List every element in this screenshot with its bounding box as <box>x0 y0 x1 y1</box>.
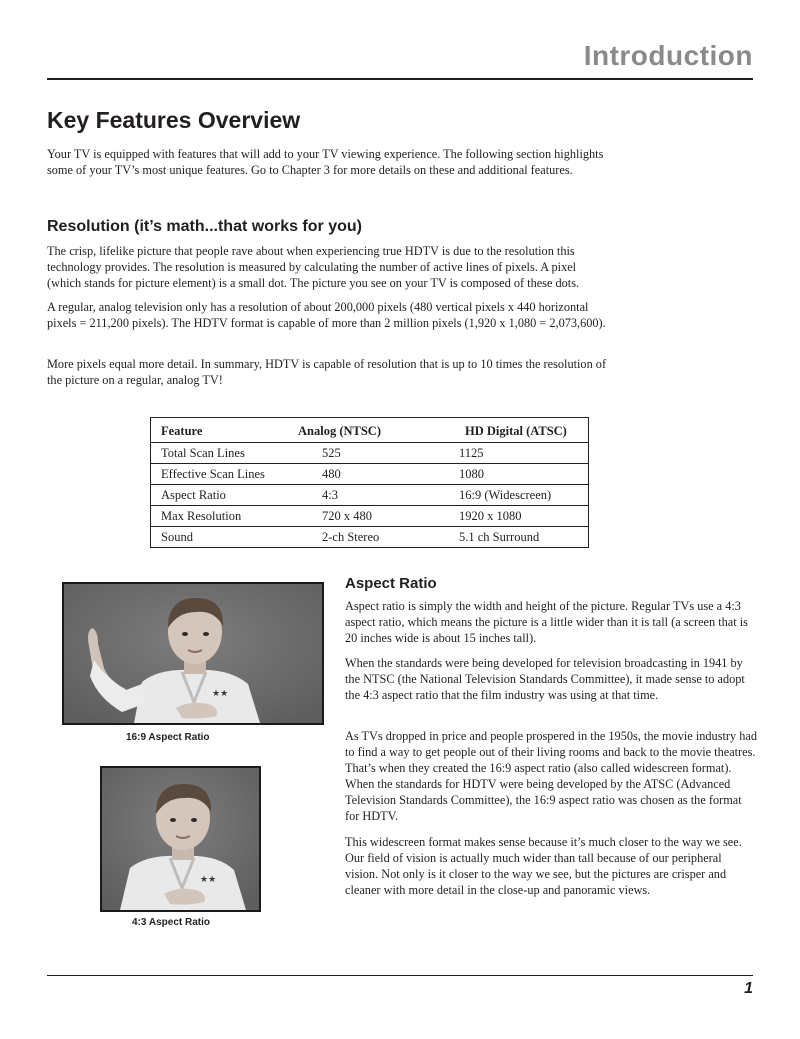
table-cell: Aspect Ratio <box>151 485 289 506</box>
table-row <box>151 485 589 506</box>
table-cell: 4:3 <box>288 485 443 506</box>
resolution-paragraph-3: More pixels equal more detail. In summary, HDTV is capable of resolution that is up to 10 times the resolution of the picture on a regular, analog TV! <box>47 357 607 387</box>
table-cell: 1920 x 1080 <box>443 506 589 527</box>
widescreen-photo <box>62 582 324 725</box>
footer-divider <box>47 975 753 976</box>
table-cell: Max Resolution <box>151 506 289 527</box>
resolution-paragraph-2: A regular, analog television only has a resolution of about 200,000 pixels (480 vertical pixels x 440 horizontal pixels = 211,200 pixels). The HDTV format is capable of more than 2 million pixels (1,920 x 1,080 = 2,073,600). <box>47 300 606 330</box>
aspect-ratio-paragraph-1: Aspect ratio is simply the width and height of the picture. Regular TVs use a 4:3 aspect ratio, which means the picture is a little wider than it is tall (a screen that is 20 inches wide is about 15 inches tall). <box>345 599 748 645</box>
page-title: Key Features Overview <box>47 107 301 133</box>
resolution-paragraph-1: The crisp, lifelike picture that people rave about when experiencing true HDTV is due to the resolution this technology provides. The resolution is measured by calculating the number of active lines of pixels. A pixel (which stands for picture element) is a small dot. The picture you see on your TV is composed of these dots. <box>47 244 580 290</box>
column-header-hd-digital: HD Digital (ATSC) <box>443 418 589 443</box>
table-row <box>151 506 589 527</box>
header-divider <box>47 78 753 80</box>
table-cell: 480 <box>288 464 443 485</box>
resolution-heading: Resolution (it’s math...that works for you) <box>47 218 362 235</box>
table-cell: 525 <box>288 443 443 464</box>
table-cell: Total Scan Lines <box>151 443 289 464</box>
table-row <box>151 464 589 485</box>
page-number: 1 <box>744 980 753 997</box>
intro-paragraph: Your TV is equipped with features that will add to your TV viewing experience. The following section highlights some of your TV’s most unique features. Go to Chapter 3 for more details on these and additional features. <box>47 147 604 177</box>
aspect-ratio-paragraph-2: When the standards were being developed for television broadcasting in 1941 by the NTSC (the National Television Standards Committee), it made sense to adopt the 4:3 aspect ratio that the film industry was using at that time. <box>345 656 745 702</box>
aspect-ratio-heading: Aspect Ratio <box>345 575 437 592</box>
table-row <box>151 527 589 548</box>
child-karate-illustration <box>64 584 322 723</box>
svg-text:★★: ★★ <box>200 875 217 885</box>
table-cell: 2-ch Stereo <box>322 529 380 544</box>
table-row <box>151 443 589 464</box>
table-cell: 720 x 480 <box>288 506 443 527</box>
column-header-feature: Feature <box>151 418 289 443</box>
child-karate-illustration-cropped <box>102 768 259 910</box>
table-cell: Effective Scan Lines <box>151 464 289 485</box>
svg-text:★★: ★★ <box>212 689 229 699</box>
aspect-ratio-paragraph-4: This widescreen format makes sense because it’s much closer to the way we see. Our field of vision is actually much wider than tall because of our peripheral vision. Not only is it closer to the way we see, but the pictures are crisper and cleaner with more detail in the close-up and panoramic views. <box>345 835 742 897</box>
section-title: Introduction <box>583 40 753 71</box>
widescreen-caption: 16:9 Aspect Ratio <box>126 732 210 743</box>
standard-photo <box>100 766 261 912</box>
table-cell: Sound <box>161 529 193 544</box>
table-cell: 5.1 ch Surround <box>459 529 540 544</box>
standard-caption: 4:3 Aspect Ratio <box>132 917 210 928</box>
table-header-row <box>151 418 589 443</box>
column-header-analog: Analog (NTSC) <box>288 418 443 443</box>
comparison-table <box>150 417 589 548</box>
table-cell: 1125 <box>443 443 589 464</box>
aspect-ratio-paragraph-3: As TVs dropped in price and people prospered in the 1950s, the movie industry had to find a way to get people out of their living rooms and back to the movie theatres. That’s when they created the 16:9 aspect ratio (also called widescreen format). When the standards for HDTV were being developed by the ATSC (Advanced Television Standards Committee), the 16:9 aspect ratio was chosen as the format for HDTV. <box>345 729 757 823</box>
table-cell: 1080 <box>443 464 589 485</box>
table-cell: 16:9 (Widescreen) <box>443 485 589 506</box>
